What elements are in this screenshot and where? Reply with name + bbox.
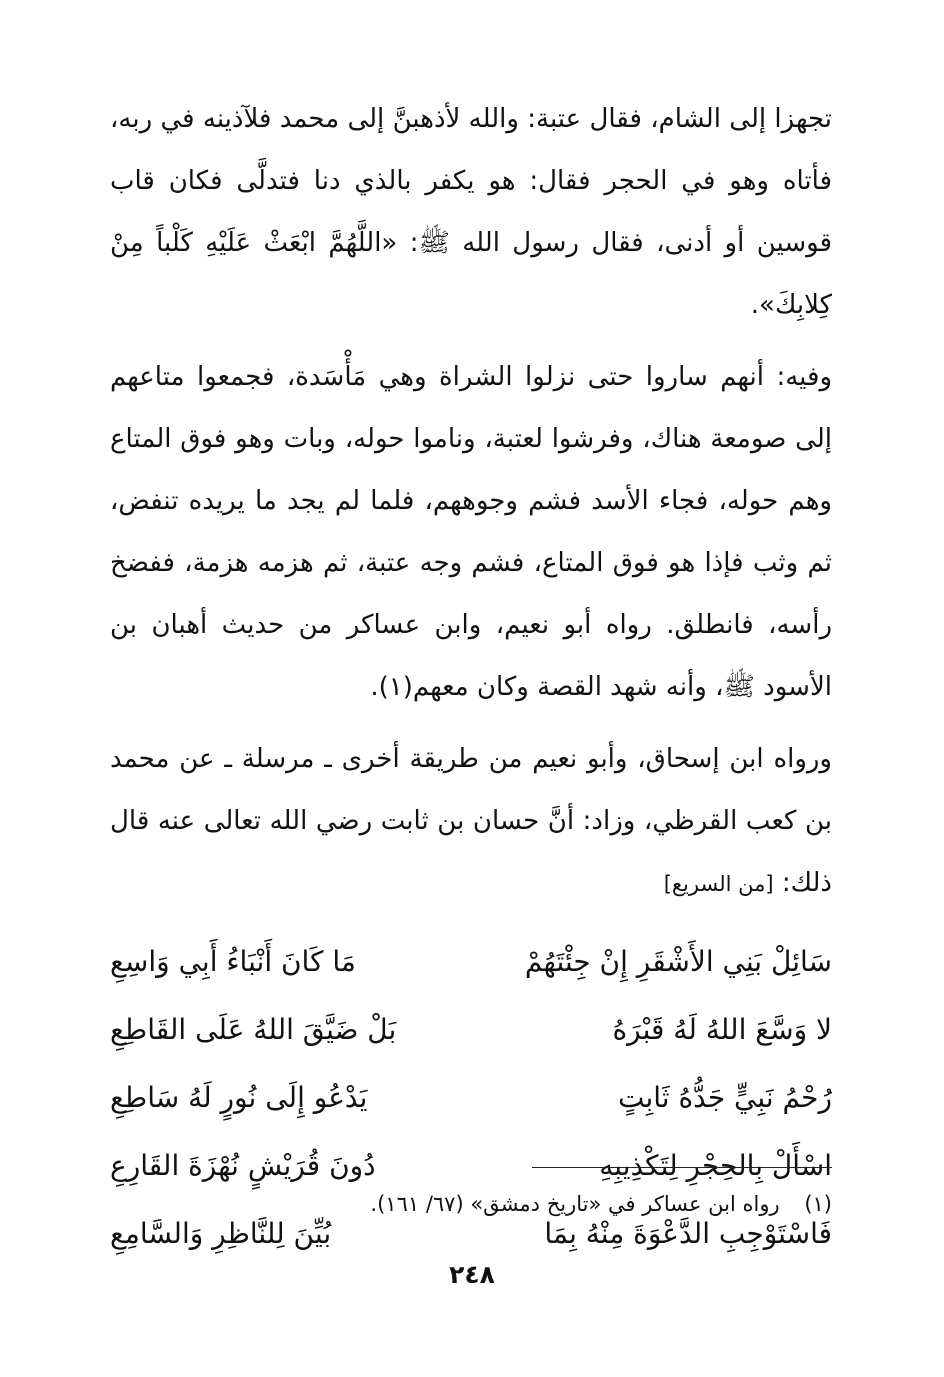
footnote xyxy=(110,1192,832,1216)
poem-verse xyxy=(110,995,832,1063)
page-body xyxy=(110,88,832,1267)
meter-tag: [من السريع] xyxy=(663,872,774,896)
verse-second-hemistich: يَدْعُو إِلَى نُورٍ لَهُ سَاطِعِ xyxy=(110,1080,368,1114)
verse-second-hemistich: بُيِّنَ لِلنَّاظِرِ وَالسَّامِعِ xyxy=(110,1216,332,1250)
verse-second-hemistich: بَلْ ضَيَّقَ اللهُ عَلَى القَاطِعِ xyxy=(110,1012,397,1046)
verse-first-hemistich: فَاسْتَوْجِبِ الدَّعْوَةَ مِنْهُ بِمَا xyxy=(544,1216,832,1250)
page-number: ٢٤٨ xyxy=(449,1260,495,1289)
poem-verse xyxy=(110,927,832,995)
poem-verse xyxy=(110,1063,832,1131)
poem xyxy=(110,927,832,1267)
paragraph-2: وفيه: أنهم ساروا حتى نزلوا الشراة وهي مَأْسَدة، فجمعوا متاعهم إلى صومعة هناك، وفرشوا لعتبة، وناموا حوله، وبات وهو فوق المتاع وهم حوله، فجاء الأسد فشم وجوههم، فلما لم يجد ما يريده تنفض، ثم وثب فإذا هو فوق المتاع، فشم وجه عتبة، ثم هزمه هزمة، ففضخ رأسه، فانطلق. رواه أبو نعيم، وابن عساكر من حديث أهبان بن الأسود ﷺ، وأنه شهد القصة وكان معهم(١). xyxy=(110,362,832,702)
verse-first-hemistich: لا وَسَّعَ اللهُ لَهُ قَبْرَهُ xyxy=(612,1012,832,1046)
footnote-divider xyxy=(532,1167,832,1168)
paragraph-3-text: ورواه ابن إسحاق، وأبو نعيم من طريقة أخرى ـ مرسلة ـ عن محمد بن كعب القرظي، وزاد: أنَّ حسان بن ثابت رضي الله تعالى عنه قال ذلك: xyxy=(110,744,832,898)
verse-first-hemistich: سَائِلْ بَنِي الأَشْقَرِ إِنْ جِئْتَهُمْ xyxy=(524,944,832,978)
paragraph-1: تجهزا إلى الشام، فقال عتبة: والله لأذهبنَّ إلى محمد فلآذينه في ربه، فأتاه وهو في الحجر فقال: هو يكفر بالذي دنا فتدلَّى فكان قاب قوسين أو أدنى، فقال رسول الله ﷺ: «اللَّهُمَّ ابْعَثْ عَلَيْهِ كَلْباً مِنْ كِلابِكَ». xyxy=(110,104,832,320)
verse-first-hemistich: اسْأَلْ بِالحِجْرِ لِتَكْذِيبِهِ xyxy=(599,1148,832,1182)
poem-verse xyxy=(110,1131,832,1199)
verse-second-hemistich: مَا كَانَ أَنْبَاءُ أَبِي وَاسِعِ xyxy=(110,944,356,978)
footnote-number: (١) xyxy=(804,1192,832,1216)
verse-second-hemistich: دُونَ قُرَيْشٍ نُهْزَةَ القَارِعِ xyxy=(110,1148,376,1182)
paragraph-3 xyxy=(110,728,832,915)
verse-first-hemistich: رُحْمُ نَبِيٍّ جَدُّهُ ثَابِتٍ xyxy=(617,1080,832,1114)
footnote-text: رواه ابن عساكر في «تاريخ دمشق» (٦٧/ ١٦١). xyxy=(370,1192,780,1216)
